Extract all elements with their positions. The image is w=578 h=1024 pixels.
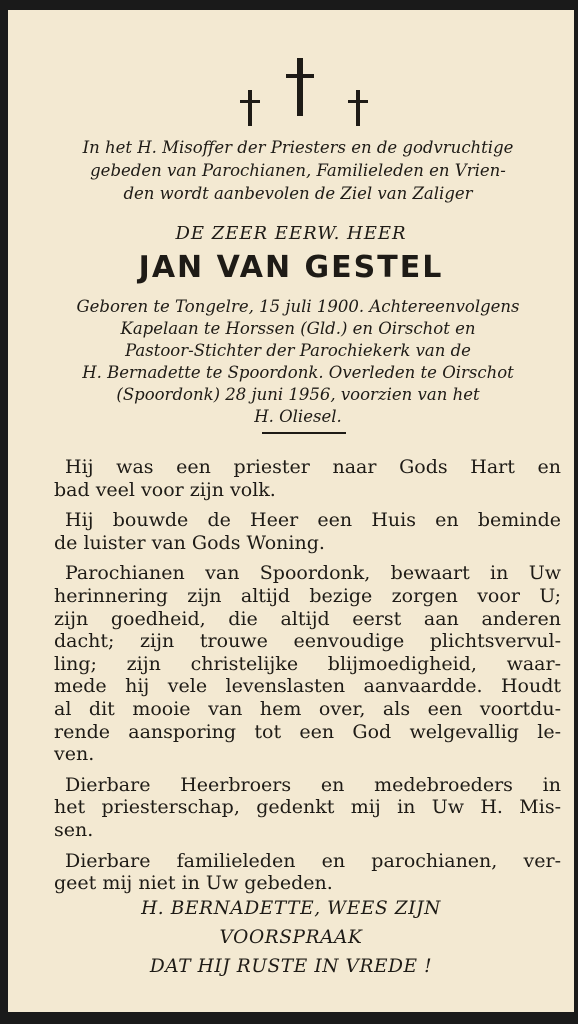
- body-line: Parochianen van Spoordonk, bewaart in Uw: [65, 562, 561, 585]
- paragraph: [54, 509, 561, 554]
- body-line: zijn goedheid, die altijd eerst aan anderen: [54, 607, 561, 630]
- honorific: DE ZEER EERW. HEER: [175, 223, 407, 244]
- body-line: de luister van Gods Woning.: [54, 531, 325, 554]
- crosses: [8, 58, 574, 128]
- deceased-name: JAN VAN GESTEL: [138, 250, 444, 285]
- bio-line: H. Oliesel.: [254, 407, 342, 426]
- intro-line: den wordt aanbevolen de Ziel van Zaliger: [123, 184, 473, 203]
- body-line: rende aansporing tot een God welgevallig le-: [54, 720, 561, 743]
- body-line: geet mij niet in Uw gebeden.: [54, 872, 333, 895]
- biography: [38, 296, 558, 428]
- body-line: mede hij vele levenslasten aanvaardde. Houdt: [54, 675, 561, 698]
- paragraph: [54, 849, 561, 895]
- closing-line: H. BERNADETTE, WEES ZIJN: [141, 898, 441, 919]
- bio-line: (Spoordonk) 28 juni 1956, voorzien van het: [116, 385, 480, 404]
- body-line: Dierbare familieleden en parochianen, ver-: [65, 849, 561, 872]
- body-line: bad veel voor zijn volk.: [54, 478, 276, 501]
- body-line: al dit mooie van hem over, als een voortdu-: [54, 697, 561, 720]
- closing-line: DAT HIJ RUSTE IN VREDE !: [149, 956, 433, 977]
- body-line: het priesterschap, gedenkt mij in Uw H. Mis-: [54, 796, 561, 819]
- closing-prayer: [8, 894, 574, 981]
- bio-line: Pastoor-Stichter der Parochiekerk van de: [125, 341, 471, 360]
- cross-icon: [286, 58, 314, 116]
- closing-line: VOORSPRAAK: [219, 927, 363, 948]
- cross-icon: [348, 90, 368, 126]
- memorial-card: [8, 10, 574, 1012]
- body-line: herinnering zijn altijd bezige zorgen voor U;: [54, 584, 561, 607]
- body-line: Hij was een priester naar Gods Hart en: [65, 456, 561, 478]
- body-line: Hij bouwde de Heer een Huis en beminde: [65, 509, 561, 532]
- cross-icon: [240, 90, 260, 126]
- paragraph: [54, 456, 561, 501]
- paragraph: [54, 562, 561, 766]
- intro-text: [38, 136, 558, 205]
- body-line: ling; zijn christelijke blijmoedigheid, waar-: [54, 652, 561, 675]
- intro-line: gebeden van Parochianen, Familieleden en Vrien-: [90, 161, 506, 180]
- paragraph: [54, 773, 561, 842]
- bio-line: Geboren te Tongelre, 15 juli 1900. Achtereenvolgens: [76, 297, 520, 316]
- bio-line: Kapelaan te Horssen (Gld.) en Oirschot en: [120, 319, 476, 338]
- body-line: Dierbare Heerbroers en medebroeders in: [65, 773, 561, 796]
- bio-line: H. Bernadette te Spoordonk. Overleden te Oirschot: [82, 363, 514, 382]
- divider: [262, 432, 346, 434]
- body-text: [54, 456, 561, 903]
- body-line: dacht; zijn trouwe eenvoudige plichtsvervul-: [54, 630, 561, 653]
- body-line: ven.: [54, 743, 95, 766]
- body-line: sen.: [54, 818, 94, 841]
- intro-line: In het H. Misoffer der Priesters en de godvruchtige: [82, 138, 514, 157]
